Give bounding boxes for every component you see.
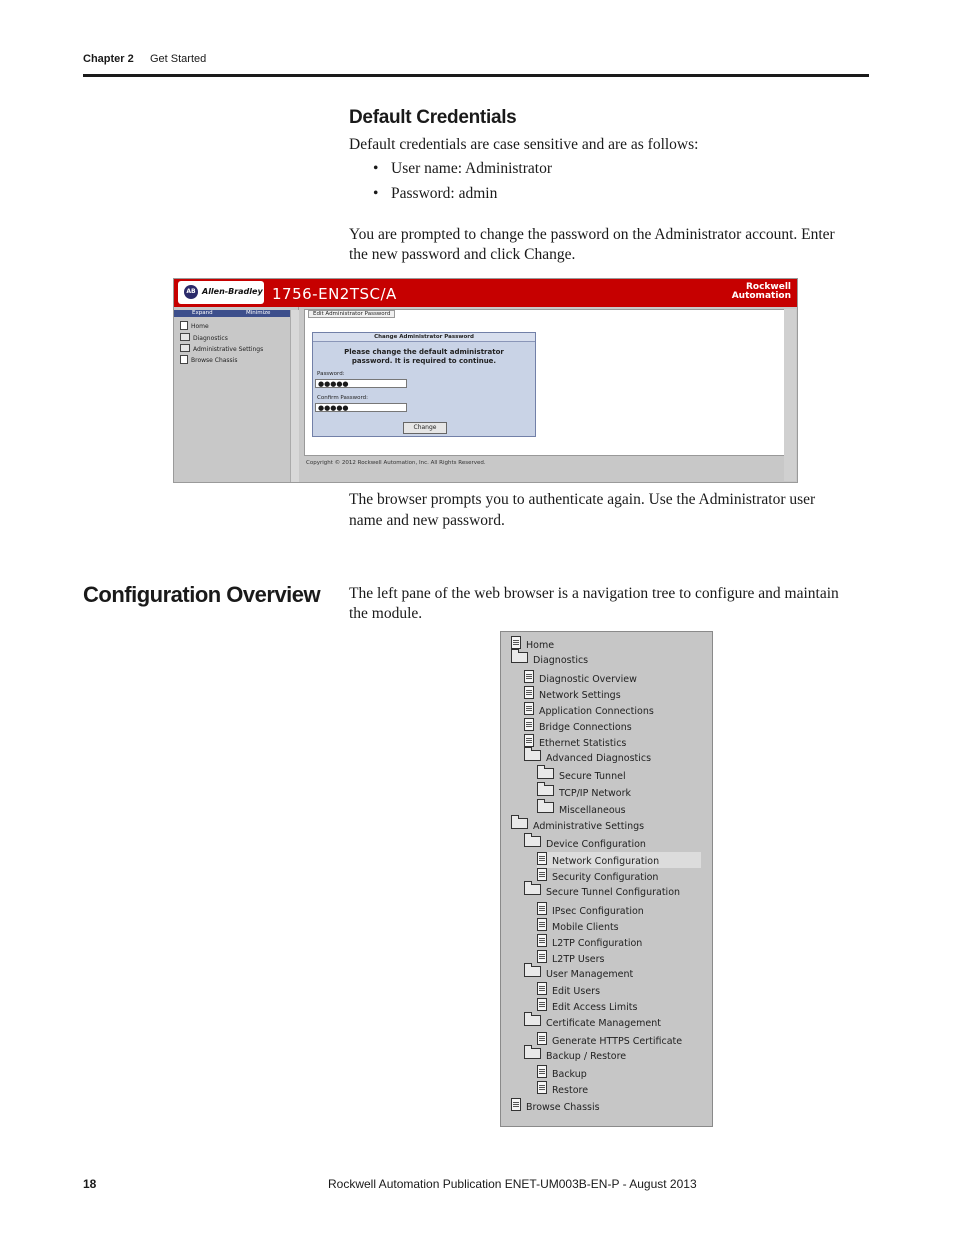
folder-icon [537, 802, 554, 813]
rockwell-logo [732, 283, 791, 301]
tree-item-label: IPsec Configuration [552, 906, 644, 917]
banner [174, 279, 797, 307]
bullet-dot: • [373, 160, 379, 177]
header-rule [83, 74, 869, 77]
tree-item-mobile-clients[interactable] [537, 918, 619, 934]
tree-item-label: Advanced Diagnostics [546, 753, 652, 764]
nav-scrollbar[interactable] [290, 310, 299, 482]
tree-item-browse-chassis[interactable] [511, 1098, 600, 1114]
page-icon [511, 1098, 521, 1111]
ab-badge-icon: AB [184, 285, 198, 299]
page-icon [537, 918, 547, 931]
tree-item-label: L2TP Configuration [552, 938, 643, 949]
prompt-paragraph-line1: You are prompted to change the password on the Administrator account. Enter [349, 226, 835, 243]
tree-item-generate-https-certificate[interactable] [537, 1032, 682, 1048]
tree-item-label: Generate HTTPS Certificate [552, 1036, 683, 1047]
bullet-text: User name: Administrator [391, 160, 552, 177]
tree-item-label: Mobile Clients [552, 922, 619, 933]
nav-item-diagnostics[interactable] [180, 333, 228, 342]
page-icon [537, 1065, 547, 1078]
tree-item-label: Ethernet Statistics [539, 738, 627, 749]
folder-icon [180, 333, 190, 341]
allen-bradley-logo [178, 281, 264, 304]
tree-item-label: Miscellaneous [559, 805, 626, 816]
nav-toolbar [174, 310, 290, 317]
default-credentials-heading: Default Credentials [349, 107, 517, 128]
tree-item-label: Secure Tunnel [559, 771, 626, 782]
tree-item-bridge-connections[interactable] [524, 718, 632, 734]
page-icon [537, 982, 547, 995]
tree-item-diagnostic-overview[interactable] [524, 670, 637, 686]
minimize-link[interactable]: Minimize [246, 310, 271, 316]
tree-item-label: Home [526, 640, 555, 651]
tree-item-security-configuration[interactable] [537, 868, 658, 884]
folder-icon [524, 836, 541, 847]
navigation-tree-screenshot [500, 631, 713, 1127]
tree-item-miscellaneous[interactable] [537, 802, 626, 818]
tree-item-label: Administrative Settings [533, 821, 645, 832]
nav-item-label: Home [191, 323, 209, 330]
folder-icon [524, 966, 541, 977]
page-icon [180, 355, 188, 364]
folder-icon [524, 1048, 541, 1059]
page-icon [524, 686, 534, 699]
tree-item-restore[interactable] [537, 1081, 588, 1097]
folder-icon [511, 652, 528, 663]
nav-item-home[interactable] [180, 321, 209, 330]
tree-item-label: Restore [552, 1085, 589, 1096]
folder-icon [537, 785, 554, 796]
password-field[interactable]: ●●●●● [315, 379, 407, 388]
page-number: 18 [83, 1177, 97, 1191]
overview-paragraph-line2: the module. [349, 605, 423, 622]
tree-item-label: User Management [546, 969, 634, 980]
page-icon [180, 321, 188, 330]
folder-icon [524, 750, 541, 761]
tree-item-label: Network Settings [539, 690, 621, 701]
folder-icon [537, 768, 554, 779]
change-button[interactable]: Change [403, 422, 447, 434]
nav-item-label: Browse Chassis [191, 357, 238, 364]
bullet-password [373, 185, 498, 203]
tree-item-diagnostics[interactable] [511, 652, 588, 668]
section-label: Get Started [150, 53, 207, 65]
tree-item-label: Diagnostics [533, 655, 589, 666]
content-scrollbar[interactable] [784, 309, 796, 481]
folder-icon [524, 884, 541, 895]
change-password-form [312, 332, 536, 437]
reauth-paragraph-line1: The browser prompts you to authenticate again. Use the Administrator user [349, 491, 816, 508]
page-icon [524, 718, 534, 731]
configuration-overview-heading: Configuration Overview [83, 582, 321, 607]
tree-item-l2tp-configuration[interactable] [537, 934, 642, 950]
tree-item-network-configuration[interactable] [537, 852, 701, 868]
tree-item-label: Backup [552, 1069, 587, 1080]
page-icon [537, 998, 547, 1011]
page-icon [537, 868, 547, 881]
tree-item-label: L2TP Users [552, 954, 605, 965]
tree-item-network-settings[interactable] [524, 686, 621, 702]
folder-icon [524, 1015, 541, 1026]
tree-item-label: Application Connections [539, 706, 654, 717]
automation-text: Automation [731, 291, 791, 301]
confirm-password-field[interactable]: ●●●●● [315, 403, 407, 412]
tree-item-label: TCP/IP Network [559, 788, 632, 799]
module-title: 1756-EN2TSC/A [272, 285, 397, 303]
form-title: Change Administrator Password [313, 333, 535, 342]
tree-item-secure-tunnel-configuration[interactable] [524, 884, 680, 900]
expand-link[interactable]: Expand [192, 310, 213, 316]
tree-item-label: Security Configuration [552, 872, 659, 883]
page-icon [511, 636, 521, 649]
tree-item-label: Device Configuration [546, 839, 646, 850]
overview-paragraph-line1: The left pane of the web browser is a navigation tree to configure and maintain [349, 585, 839, 602]
change-password-screenshot [173, 278, 798, 483]
folder-icon [180, 344, 190, 352]
publication-footer: Rockwell Automation Publication ENET-UM003B-EN-P - August 2013 [328, 1177, 697, 1191]
form-message-line1: Please change the default administrator [344, 348, 504, 356]
nav-item-browse-chassis[interactable] [180, 355, 237, 364]
tree-item-ipsec-configuration[interactable] [537, 902, 644, 918]
tree-item-label: Backup / Restore [546, 1051, 627, 1062]
tree-item-backup-restore[interactable] [524, 1048, 626, 1064]
nav-item-label: Diagnostics [193, 335, 228, 342]
tree-item-secure-tunnel[interactable] [537, 768, 626, 784]
page-icon [537, 1081, 547, 1094]
page-icon [524, 670, 534, 683]
tree-item-edit-access-limits[interactable] [537, 998, 637, 1014]
reauth-paragraph-line2: name and new password. [349, 512, 505, 529]
page-icon [537, 934, 547, 947]
tree-item-label: Edit Access Limits [552, 1002, 638, 1013]
page-icon [537, 852, 547, 865]
nav-pane [174, 307, 299, 482]
tree-item-label: Secure Tunnel Configuration [546, 887, 681, 898]
form-message [313, 348, 535, 366]
tree-item-backup[interactable] [537, 1065, 587, 1081]
allen-bradley-text: Allen-Bradley [202, 287, 263, 296]
tree-item-edit-users[interactable] [537, 982, 600, 998]
page-icon [537, 950, 547, 963]
tree-item-label: Bridge Connections [539, 722, 632, 733]
page-icon [537, 902, 547, 915]
page-icon [537, 1032, 547, 1045]
tree-item-certificate-management[interactable] [524, 1015, 661, 1031]
copyright-text: Copyright © 2012 Rockwell Automation, Inc. All Rights Reserved. [306, 460, 486, 466]
tree-item-advanced-diagnostics[interactable] [524, 750, 651, 766]
nav-item-label: Administrative Settings [193, 346, 264, 353]
tab-edit-admin-password[interactable]: Edit Administrator Password [308, 310, 395, 318]
form-message-line2: password. It is required to continue. [351, 357, 497, 365]
tree-item-device-configuration[interactable] [524, 836, 646, 852]
page-icon [524, 734, 534, 747]
password-label: Password: [317, 371, 345, 377]
bullet-dot: • [373, 185, 379, 202]
tree-item-administrative-settings[interactable] [511, 818, 644, 834]
tree-item-l2tp-users[interactable] [537, 950, 605, 966]
bullet-username [373, 160, 552, 178]
tree-item-ethernet-statistics[interactable] [524, 734, 626, 750]
tree-item-label: Diagnostic Overview [539, 674, 637, 685]
page-icon [524, 702, 534, 715]
tree-item-label: Certificate Management [546, 1018, 661, 1029]
tree-item-application-connections[interactable] [524, 702, 654, 718]
tree-item-tcp-ip-network[interactable] [537, 785, 631, 801]
rockwell-text: Rockwell [745, 282, 791, 292]
confirm-password-label: Confirm Password: [317, 395, 368, 401]
chapter-label: Chapter 2 [83, 53, 134, 65]
folder-icon [511, 818, 528, 829]
credentials-intro: Default credentials are case sensitive and are as follows: [349, 136, 699, 153]
tree-item-label: Network Configuration [552, 856, 660, 867]
tree-item-label: Browse Chassis [526, 1102, 600, 1113]
prompt-paragraph-line2: the new password and click Change. [349, 246, 576, 263]
bullet-text: Password: admin [391, 185, 498, 202]
tree-item-user-management[interactable] [524, 966, 633, 982]
nav-item-administrative-settings[interactable] [180, 344, 263, 353]
tree-item-label: Edit Users [552, 986, 601, 997]
